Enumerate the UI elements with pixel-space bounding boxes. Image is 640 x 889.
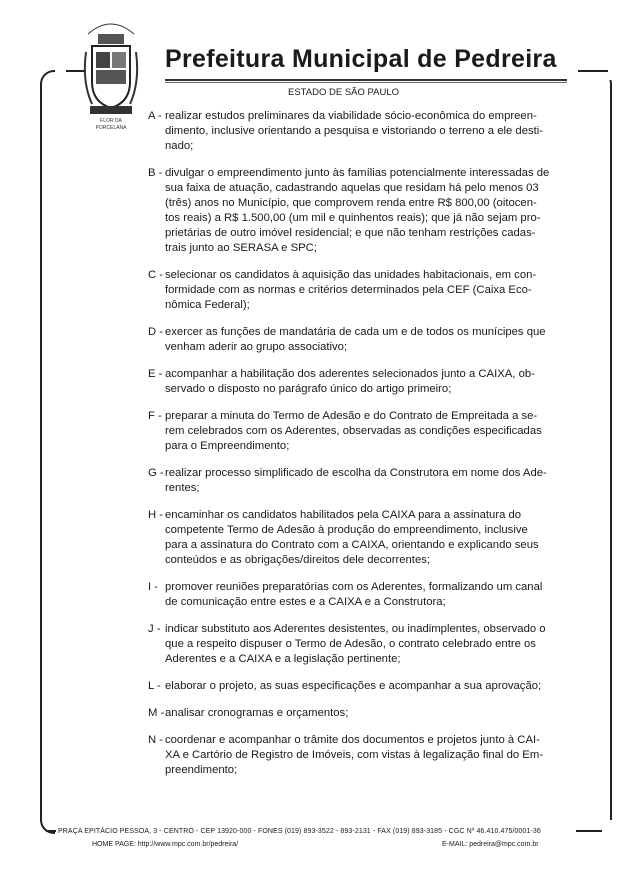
border-dash-right	[578, 70, 608, 72]
item-text-line: rentes;	[165, 482, 200, 494]
item-text-line: realizar estudos preliminares da viabilidade sócio-econômica do empreen-	[165, 110, 537, 122]
item-text-line: que a respeito dispuser o Termo de Adesão, o contrato celebrado entre os	[165, 638, 536, 650]
item-text-line: trais junto ao SERASA e SPC;	[165, 242, 317, 254]
item-letter: H -	[148, 509, 164, 521]
item-text-line: elaborar o projeto, as suas especificações e acompanhar a sua aprovação;	[165, 680, 542, 692]
list-item	[148, 367, 608, 397]
list-item	[148, 706, 608, 721]
item-text-line: indicar substituto aos Aderentes desistentes, ou inadimplentes, observado o	[165, 623, 546, 635]
list-item	[148, 166, 608, 256]
item-text-line: nômica Federal);	[165, 299, 250, 311]
item-letter: A -	[148, 110, 162, 122]
item-text-line: rem celebrados com os Aderentes, observadas as condições especificadas	[165, 425, 542, 437]
footer-address: PRAÇA EPITÁCIO PESSOA, 3 - CENTRO - CEP 13920-000 - FONES (019) 893-3522 - 893-2131 - FAX (019) 893-3185 - CGC Nº 46.410.475/0001-36	[58, 828, 541, 835]
item-text-line: realizar processo simplificado de escolha da Construtora em nome dos Ade-	[165, 467, 547, 479]
list-item	[148, 325, 608, 355]
list-item	[148, 466, 608, 496]
item-letter: C -	[148, 269, 164, 281]
item-text-line: acompanhar a habilitação dos aderentes selecionados junto a CAIXA, ob-	[165, 368, 535, 380]
item-text-line: formidade com as normas e critérios determinados pela CEF (Caixa Eco-	[165, 284, 532, 296]
list-item	[148, 268, 608, 313]
item-text-line: coordenar e acompanhar o trâmite dos documentos e projetos junto à CAI-	[165, 734, 540, 746]
list-item	[148, 508, 608, 568]
list-item	[148, 409, 608, 454]
page-title: Prefeitura Municipal de Pedreira	[165, 45, 557, 73]
item-text-line: promover reuniões preparatórias com os Aderentes, formalizando um canal	[165, 581, 543, 593]
item-text-line: sua faixa de atuação, cadastrando aquelas que residam há pelo menos 03	[165, 182, 539, 194]
footer-dash-right	[576, 830, 602, 832]
footer-email: E-MAIL: pedreira@mpc.com.br	[442, 841, 539, 848]
item-text-line: XA e Cartório de Registro de Imóveis, com vistas à legalização final do Em-	[165, 749, 543, 761]
page-subtitle: ESTADO DE SÃO PAULO	[288, 87, 400, 98]
svg-text:PORCELANA: PORCELANA	[95, 125, 127, 131]
list-item	[148, 679, 608, 694]
item-text-line: competente Termo de Adesão à produção do empreendimento, inclusive	[165, 524, 528, 536]
item-text-line: servado o disposto no parágrafo único do artigo primeiro;	[165, 383, 452, 395]
item-letter: B -	[148, 167, 163, 179]
item-text-line: nado;	[165, 140, 194, 152]
item-text-line: encaminhar os candidatos habilitados pela CAIXA para a assinatura do	[165, 509, 522, 521]
item-text-line: prietárias de outro imóvel residencial; e que não tenham restrições cadas-	[165, 227, 536, 239]
item-text-line: preendimento;	[165, 764, 238, 776]
item-text-line: dimento, inclusive orientando a pesquisa e vistoriando o terreno a ele desti-	[165, 125, 544, 137]
list-item	[148, 622, 608, 667]
item-letter: G -	[148, 467, 164, 479]
item-text-line: exercer as funções de mandatária de cada um e de todos os munícipes que	[165, 326, 546, 338]
item-text-line: de comunicação entre estes e a CAIXA e a Construtora;	[165, 596, 446, 608]
title-underline	[165, 79, 567, 83]
page-border-left	[40, 70, 62, 834]
item-letter: N -	[148, 734, 164, 746]
item-text-line: conteúdos e as obrigações/direitos dele decorrentes;	[165, 554, 431, 566]
svg-text:FLOR DA: FLOR DA	[100, 118, 122, 124]
item-letter: J -	[148, 623, 161, 635]
item-text-line: selecionar os candidatos à aquisição das unidades habitacionais, em con-	[165, 269, 537, 281]
item-text-line: venham aderir ao grupo associativo;	[165, 341, 348, 353]
list-item	[148, 580, 608, 610]
municipal-crest-logo	[82, 12, 140, 132]
item-text-line: divulgar o empreendimento junto às famílias potencialmente interessadas de	[165, 167, 550, 179]
list-item	[148, 109, 608, 154]
item-text-line: tos reais) a R$ 1.500,00 (um mil e quinhentos reais); que já não sejam pro-	[165, 212, 541, 224]
list-item	[148, 733, 608, 778]
item-text-line: para o Empreendimento;	[165, 440, 290, 452]
item-text-line: preparar a minuta do Termo de Adesão e do Contrato de Empreitada a se-	[165, 410, 538, 422]
item-text-line: analisar cronogramas e orçamentos;	[165, 707, 349, 719]
item-letter: I -	[148, 581, 159, 593]
item-text-line: Aderentes e a CAIXA e a legislação pertinente;	[165, 653, 401, 665]
item-letter: L -	[148, 680, 161, 692]
footer-dash-left	[46, 830, 56, 832]
item-letter: F -	[148, 410, 162, 422]
footer-homepage: HOME PAGE: http://www.mpc.com.br/pedreira/	[92, 841, 239, 848]
document-body	[148, 109, 608, 790]
item-text-line: para a assinatura do Contrato com a CAIXA, orientando e explicando seus	[165, 539, 539, 551]
item-letter: E -	[148, 368, 163, 380]
item-letter: D -	[148, 326, 164, 338]
item-text-line: (três) anos no Município, que comprovem renda entre R$ 800,00 (oitocen-	[165, 197, 537, 209]
item-letter: M -	[148, 707, 165, 719]
